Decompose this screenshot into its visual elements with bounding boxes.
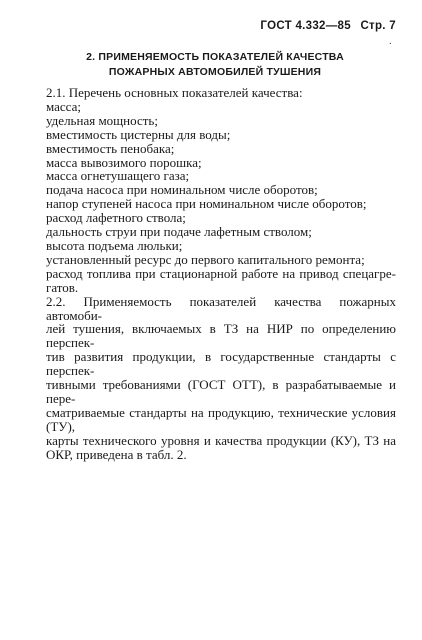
document-body <box>46 86 396 461</box>
section-2-2 <box>46 295 396 462</box>
section-title-line-2: ПОЖАРНЫХ АВТОМОБИЛЕЙ ТУШЕНИЯ <box>108 66 322 78</box>
section-title-line-1: 2. ПРИМЕНЯЕМОСТЬ ПОКАЗАТЕЛЕЙ КАЧЕСТВА <box>86 51 344 63</box>
section-title <box>40 50 390 80</box>
list-item: напор ступеней насоса при номинальном числе оборотов; <box>46 196 367 212</box>
paragraph-line: тив развития продукции, в государственные стандарты с перспек- <box>46 349 396 379</box>
print-mark: · <box>388 38 392 49</box>
paragraph-line: ОКР, приведена в табл. 2. <box>46 446 187 462</box>
list-item: вместимость цистерны для воды; <box>46 126 231 142</box>
list-item-continuation: гатов. <box>46 279 79 295</box>
list-item: масса огнетушащего газа; <box>46 168 190 184</box>
list-item: дальность струи при подаче лафетным стволом; <box>46 224 312 240</box>
paragraph-line: лей тушения, включаемых в ТЗ на НИР по определению перспек- <box>46 321 396 351</box>
list-item: масса; <box>46 98 81 114</box>
standard-number: ГОСТ 4.332—85 <box>260 20 351 32</box>
page-number: Стр. 7 <box>360 20 396 32</box>
paragraph-line: сматриваемые стандарты на продукцию, технические условия (ТУ), <box>46 404 396 434</box>
list-item: масса вывозимого порошка; <box>46 154 202 170</box>
list-item: удельная мощность; <box>46 112 158 128</box>
section-2-1-intro: 2.1. Перечень основных показателей качества: <box>46 85 303 100</box>
list-item: расход лафетного ствола; <box>46 210 186 226</box>
paragraph-line: тивными требованиями (ГОСТ ОТТ), в разрабатываемые и пере- <box>46 377 396 406</box>
page-header <box>260 20 396 32</box>
list-item: установленный ресурс до первого капитального ремонта; <box>46 251 365 267</box>
list-item: вместимость пенобака; <box>46 140 175 156</box>
list-item: высота подъема люльки; <box>46 237 183 253</box>
list-item: расход топлива при стационарной работе на привод спецагре- <box>46 265 396 281</box>
list-item: подача насоса при номинальном числе оборотов; <box>46 182 318 198</box>
paragraph-line: 2.2. Применяемость показателей качества пожарных автомоби- <box>46 293 396 323</box>
paragraph-line: карты технического уровня и качества продукции (КУ), ТЗ на <box>46 432 396 448</box>
